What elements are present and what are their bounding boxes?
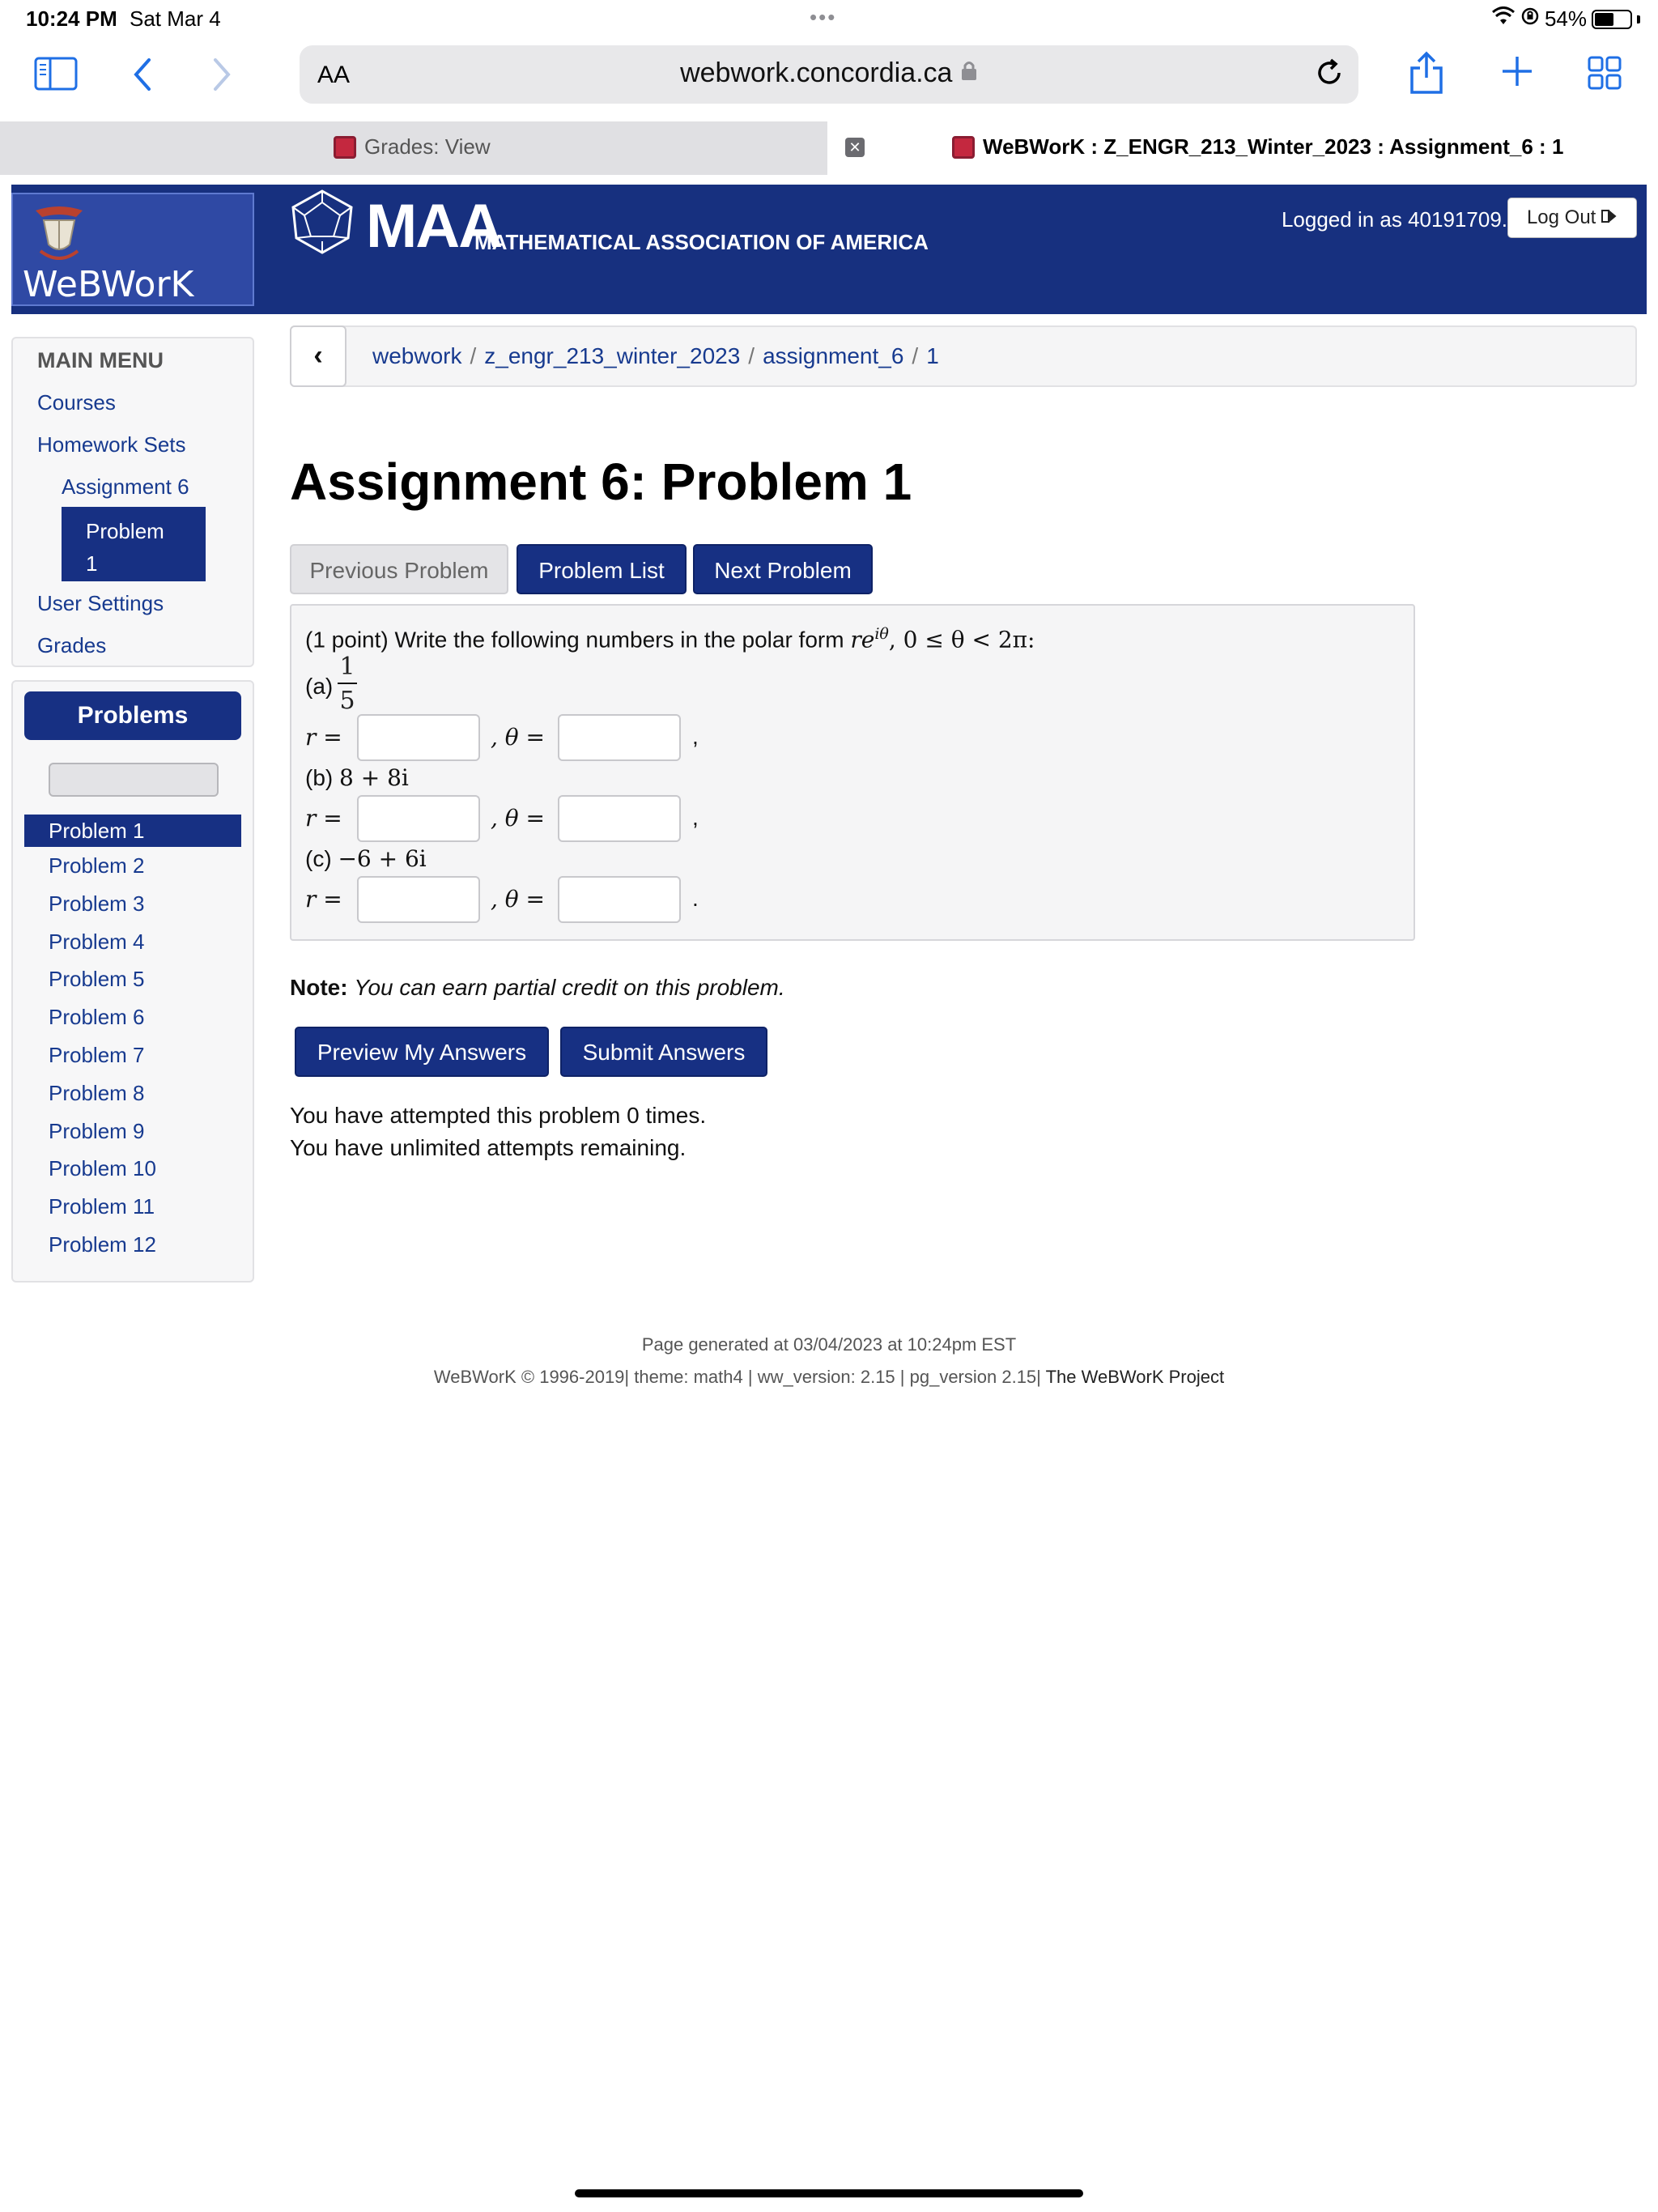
r-label-c: r = bbox=[305, 886, 342, 912]
menu-courses-link[interactable]: Courses bbox=[37, 390, 116, 415]
fraction-bar bbox=[338, 683, 357, 684]
part-c bbox=[305, 845, 427, 872]
breadcrumb-link[interactable]: z_engr_213_winter_2023 bbox=[484, 343, 741, 368]
problem-list-item[interactable]: Problem 2 bbox=[49, 853, 145, 878]
r-label-a: r = bbox=[305, 724, 342, 751]
battery-percent: 54% bbox=[1544, 6, 1587, 31]
problem-list bbox=[24, 815, 241, 1264]
breadcrumb-back-button[interactable]: ‹ bbox=[290, 325, 346, 387]
footer-credits-text: WeBWorK © 1996-2019| theme: math4 | ww_version: 2.15 | pg_version 2.15| bbox=[433, 1367, 1041, 1387]
battery-tip bbox=[1637, 15, 1640, 23]
polar-exponent: iθ bbox=[874, 625, 889, 643]
logout-icon bbox=[1601, 206, 1618, 228]
main-menu-title: MAIN MENU bbox=[37, 348, 164, 372]
problems-button[interactable]: Problems bbox=[24, 691, 241, 740]
fraction-numerator: 1 bbox=[339, 653, 355, 681]
next-problem-button[interactable]: Next Problem bbox=[693, 544, 873, 594]
menu-problem-line1: Problem bbox=[86, 519, 164, 543]
breadcrumb-link[interactable]: webwork bbox=[372, 343, 462, 368]
logged-in-text: Logged in as 40191709. bbox=[1281, 207, 1507, 232]
partial-credit-note bbox=[290, 975, 785, 1001]
lock-icon bbox=[960, 57, 978, 88]
main-menu-panel bbox=[11, 337, 254, 667]
period-c: . bbox=[692, 886, 699, 911]
tab-grades-label[interactable] bbox=[334, 134, 491, 160]
problem-list-item[interactable]: Problem 7 bbox=[49, 1042, 145, 1067]
orientation-lock-icon bbox=[1520, 6, 1540, 32]
url-text: webwork.concordia.ca bbox=[680, 57, 953, 88]
comma-a: , bbox=[692, 724, 699, 749]
maa-logo-text: MAA bbox=[366, 192, 502, 261]
theta-label-b: , θ = bbox=[491, 805, 546, 832]
status-right bbox=[1491, 6, 1640, 32]
r-label-b: r = bbox=[305, 805, 342, 832]
reload-icon[interactable] bbox=[1313, 57, 1346, 97]
breadcrumb-links bbox=[372, 343, 939, 369]
status-bar bbox=[0, 0, 1658, 39]
problem-list-item[interactable]: Problem 12 bbox=[49, 1231, 156, 1257]
part-b-label: (b) bbox=[305, 765, 334, 790]
tab-webwork-label[interactable] bbox=[952, 134, 1563, 160]
home-indicator[interactable] bbox=[575, 2189, 1083, 2197]
concordia-favicon-icon bbox=[334, 136, 356, 159]
problem-list-item[interactable]: Problem 3 bbox=[49, 891, 145, 916]
submit-answers-button[interactable]: Submit Answers bbox=[560, 1027, 767, 1077]
breadcrumb-link[interactable]: 1 bbox=[926, 343, 939, 368]
problem-intro bbox=[305, 625, 1035, 653]
footer-credits bbox=[0, 1367, 1658, 1388]
webwork-logo-text: WeBWorK bbox=[23, 264, 194, 305]
part-c-label: (c) bbox=[305, 846, 332, 871]
menu-user-settings-link[interactable]: User Settings bbox=[37, 591, 164, 615]
footer-generated: Page generated at 03/04/2023 at 10:24pm EST bbox=[641, 1334, 1017, 1355]
status-date: Sat Mar 4 bbox=[130, 6, 221, 31]
problem-list-item[interactable]: Problem 10 bbox=[49, 1156, 156, 1181]
problem-list-item[interactable]: Problem 4 bbox=[49, 929, 145, 954]
problem-list-item[interactable]: Problem 9 bbox=[49, 1118, 145, 1143]
note-text: You can earn partial credit on this problem. bbox=[354, 975, 785, 1000]
answer-input-b-theta[interactable] bbox=[558, 795, 681, 842]
breadcrumb-separator: / bbox=[470, 343, 477, 368]
comma-b: , bbox=[692, 805, 699, 830]
wifi-icon bbox=[1491, 6, 1516, 32]
breadcrumb-separator: / bbox=[912, 343, 919, 368]
part-b bbox=[305, 764, 409, 791]
theta-label-c: , θ = bbox=[491, 886, 546, 912]
problem-list-button[interactable]: Problem List bbox=[517, 544, 687, 594]
previous-problem-button[interactable]: Previous Problem bbox=[290, 544, 508, 594]
polar-form: re bbox=[850, 626, 875, 653]
close-tab-icon[interactable]: ✕ bbox=[845, 138, 865, 157]
problem-list-item[interactable]: Problem 5 bbox=[49, 967, 145, 992]
concordia-favicon-icon bbox=[952, 136, 975, 159]
maa-polyhedron-icon bbox=[288, 188, 356, 256]
part-a-label: (a) bbox=[305, 674, 334, 699]
menu-assignment-link[interactable]: Assignment 6 bbox=[62, 474, 189, 499]
battery-icon bbox=[1592, 10, 1632, 29]
url-display[interactable] bbox=[0, 57, 1658, 89]
attempts-count-text: You have attempted this problem 0 times. bbox=[290, 1103, 707, 1128]
theta-label-a: , θ = bbox=[491, 724, 546, 751]
multitasking-dots-icon[interactable]: ••• bbox=[810, 5, 837, 29]
answer-input-a-theta[interactable] bbox=[558, 714, 681, 761]
webwork-project-link[interactable]: The WeBWorK Project bbox=[1045, 1367, 1225, 1387]
tab-webwork-text: WeBWorK : Z_ENGR_213_Winter_2023 : Assignment_6 : 1 bbox=[983, 134, 1564, 159]
menu-current-problem[interactable] bbox=[62, 507, 206, 581]
attempts-remaining-text: You have unlimited attempts remaining. bbox=[290, 1135, 687, 1160]
problem-list-item[interactable]: Problem 6 bbox=[49, 1005, 145, 1030]
problem-list-item[interactable]: Problem 8 bbox=[49, 1080, 145, 1105]
part-c-expression: −6 + 6i bbox=[338, 845, 427, 872]
page-title: Assignment 6: Problem 1 bbox=[290, 453, 912, 511]
problem-intro-text: (1 point) Write the following numbers in the polar form bbox=[305, 627, 844, 653]
status-time: 10:24 PM bbox=[26, 6, 117, 31]
part-b-expression: 8 + 8i bbox=[339, 764, 409, 791]
breadcrumb-link[interactable]: assignment_6 bbox=[763, 343, 904, 368]
tab-grades-text: Grades: View bbox=[364, 134, 491, 159]
angle-range: , 0 ≤ θ < 2π: bbox=[888, 626, 1035, 653]
logout-button[interactable] bbox=[1507, 198, 1637, 238]
note-bold: Note: bbox=[290, 975, 348, 1000]
preview-answers-button[interactable]: Preview My Answers bbox=[295, 1027, 549, 1077]
answer-input-b-r[interactable] bbox=[357, 795, 480, 842]
answer-input-a-r[interactable] bbox=[357, 714, 480, 761]
problem-list-item[interactable]: Problem 1 bbox=[24, 815, 241, 847]
answer-input-c-theta[interactable] bbox=[558, 876, 681, 923]
menu-grades-link[interactable]: Grades bbox=[37, 633, 107, 657]
logout-label: Log Out bbox=[1526, 206, 1596, 228]
problem-list-item[interactable]: Problem 11 bbox=[49, 1194, 155, 1219]
problem-progress-bar bbox=[49, 763, 219, 797]
webwork-emblem-icon bbox=[32, 204, 86, 266]
menu-homework-sets-link[interactable]: Homework Sets bbox=[37, 432, 186, 457]
answer-input-c-r[interactable] bbox=[357, 876, 480, 923]
fraction-denominator: 5 bbox=[339, 687, 355, 715]
maa-subtitle: MATHEMATICAL ASSOCIATION OF AMERICA bbox=[474, 230, 929, 254]
reader-aa-button[interactable]: AA bbox=[317, 62, 351, 88]
breadcrumb-separator: / bbox=[748, 343, 755, 368]
menu-problem-line2: 1 bbox=[86, 551, 98, 576]
